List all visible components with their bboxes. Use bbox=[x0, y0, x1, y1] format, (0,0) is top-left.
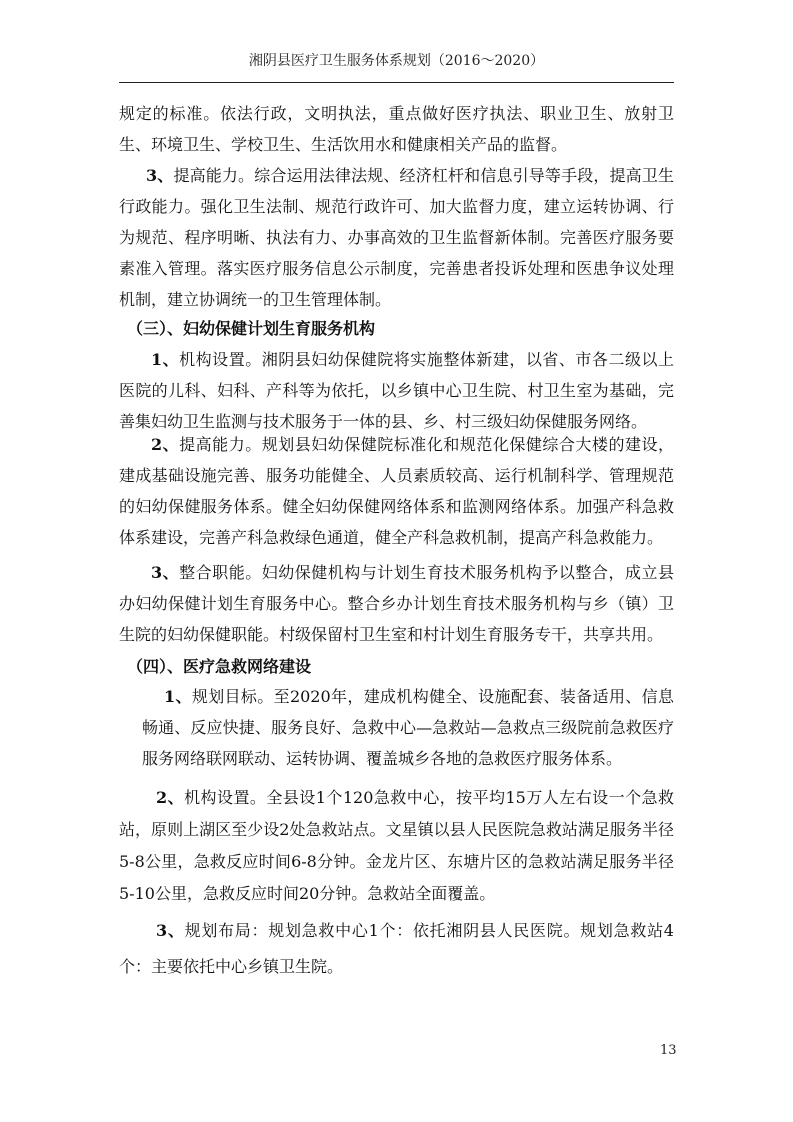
section-heading-4: （四）、医疗急救网络建设 bbox=[127, 657, 312, 676]
paragraph-8-number: 3、 bbox=[156, 921, 185, 940]
paragraph-7-text: 机构设置。全县设1个120急救中心，按平均15万人左右设一个急救站，原则上湖区至少设2处急救站点。文星镇以县人民医院急救站满足服务半径5-8公里，急救反应时间6-8分钟。金龙片区、东塘片区的急救站满足服务半径5-10公里，急救反应时间20分钟。急救站全面覆盖。 bbox=[119, 788, 674, 903]
paragraph-5-text: 整合职能。妇幼保健机构与计划生育技术服务机构予以整合，成立县办妇幼保健计划生育服务中心。整合乡办计划生育技术服务机构与乡（镇）卫生院的妇幼保健职能。村级保留村卫生室和村计划生育服务专干，共享共用。 bbox=[119, 563, 674, 644]
running-header: 湘阴县医疗卫生服务体系规划（2016～2020） bbox=[248, 53, 545, 69]
paragraph-5-number: 3、 bbox=[151, 563, 180, 582]
paragraph-6 bbox=[142, 681, 674, 774]
paragraph-6-number: 1、 bbox=[164, 687, 192, 706]
paragraph-8-text: 规划布局：规划急救中心1个：依托湘阴县人民医院。规划急救站4个：主要依托中心乡镇卫生院。 bbox=[119, 921, 674, 976]
page-number: 13 bbox=[660, 1043, 677, 1058]
paragraph-5 bbox=[119, 557, 674, 650]
paragraph-3-text: 机构设置。湘阴县妇幼保健院将实施整体新建，以省、市各二级以上医院的儿科、妇科、产科等为依托，以乡镇中心卫生院、村卫生室为基础，完善集妇幼卫生监测与技术服务于一体的县、乡、村三级妇幼保健服务网络。 bbox=[119, 350, 674, 431]
paragraph-4-number: 2、 bbox=[151, 435, 180, 454]
paragraph-6-text: 规划目标。至2020年，建成机构健全、设施配套、装备适用、信息畅通、反应快捷、服务良好、急救中心—急救站—急救点三级院前急救医疗服务网络联网联动、运转协调、覆盖城乡各地的急救医疗服务体系。 bbox=[142, 687, 674, 768]
paragraph-7-number: 2、 bbox=[156, 788, 185, 807]
paragraph-2-number: 3、 bbox=[146, 166, 174, 185]
paragraph-4 bbox=[119, 429, 674, 553]
header-divider bbox=[119, 82, 674, 83]
paragraph-7 bbox=[119, 782, 674, 910]
paragraph-8 bbox=[119, 913, 674, 985]
paragraph-2-text: 提高能力。综合运用法律法规、经济杠杆和信息引导等手段，提高卫生行政能力。强化卫生法制、规范行政许可、加大监督力度，建立运转协调、行为规范、程序明晰、执法有力、办事高效的卫生监督新体制。完善医疗服务要素准入管理。落实医疗服务信息公示制度，完善患者投诉处理和医患争议处理机制，建立协调统一的卫生管理体制。 bbox=[119, 166, 674, 309]
paragraph-4-text: 提高能力。规划县妇幼保健院标准化和规范化保健综合大楼的建设，建成基础设施完善、服务功能健全、人员素质较高、运行机制科学、管理规范的妇幼保健服务体系。健全妇幼保健网络体系和监测网络体系。加强产科急救体系建设，完善产科急救绿色通道，健全产科急救机制，提高产科急救能力。 bbox=[119, 435, 674, 547]
paragraph-1 bbox=[119, 98, 674, 160]
section-heading-3: （三）、妇幼保健计划生育服务机构 bbox=[127, 319, 376, 338]
paragraph-3 bbox=[119, 344, 674, 437]
paragraph-1-text: 规定的标准。依法行政，文明执法，重点做好医疗执法、职业卫生、放射卫生、环境卫生、学校卫生、生活饮用水和健康相关产品的监督。 bbox=[119, 104, 674, 154]
paragraph-2 bbox=[119, 160, 674, 315]
paragraph-3-number: 1、 bbox=[151, 350, 180, 369]
